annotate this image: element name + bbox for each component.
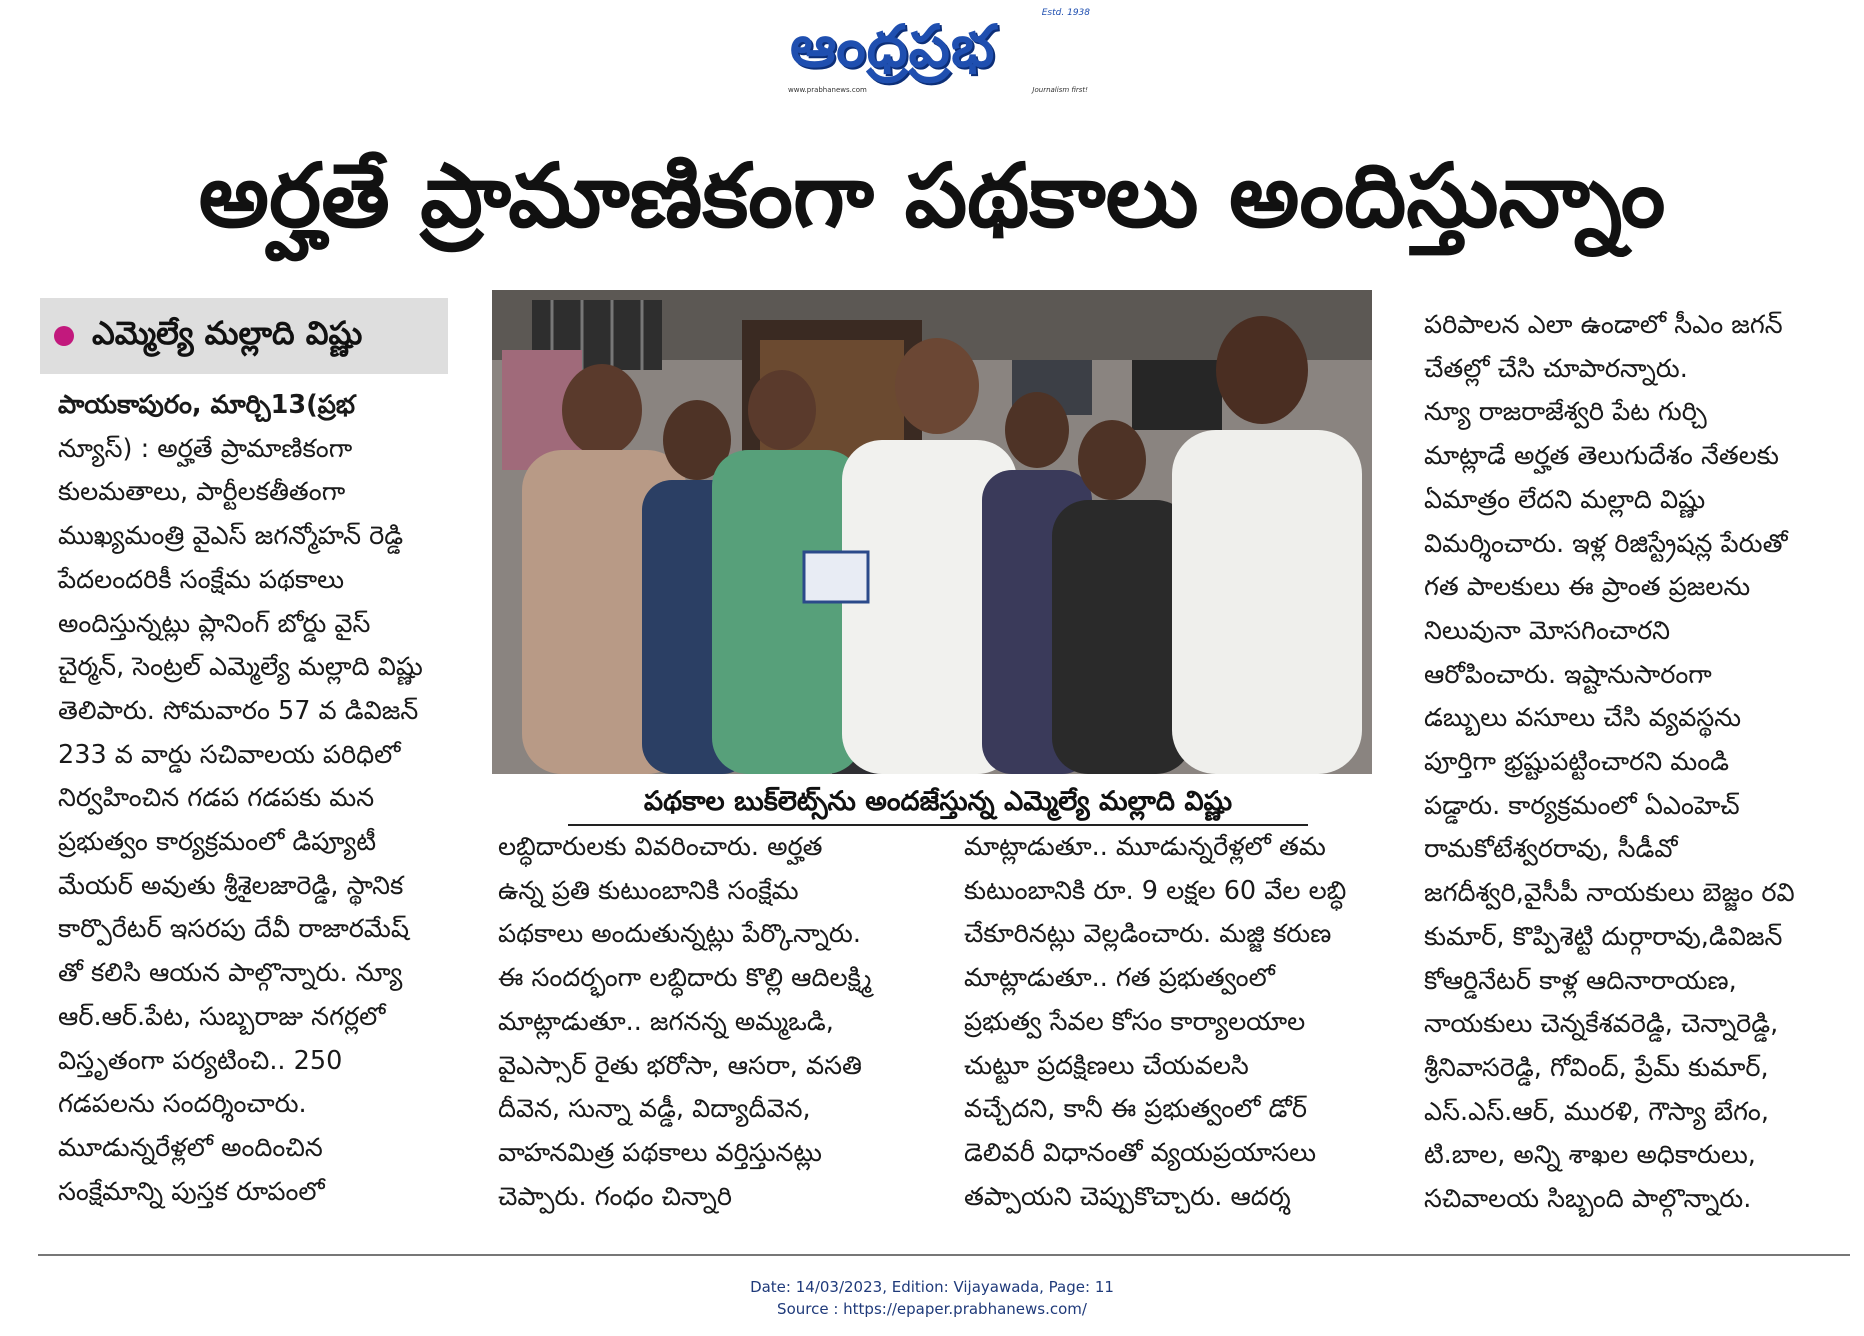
column-line: కుమార్, కొప్పిశెట్టి దుర్గారావు,డివిజన్: [1424, 921, 1783, 952]
logo-url: www.prabhanews.com: [788, 86, 867, 94]
column-line: గడపలను సందర్శించారు.: [58, 1089, 307, 1120]
footer-date-edition: Date: 14/03/2023, Edition: Vijayawada, Page: 11: [750, 1278, 1114, 1296]
logo-tagline: Journalism first!: [1032, 86, 1088, 94]
column-line: లబ్ధిదారులకు వివరించారు. అర్హత: [498, 832, 823, 862]
news-photo: [492, 290, 1372, 774]
column-line: మాట్లాడే అర్హత తెలుగుదేశం నేతలకు: [1424, 441, 1779, 472]
column-line: మాట్లాడుతూ.. జగనన్న అమ్మఒడి,: [498, 1006, 834, 1037]
column-line: గత పాలకులు ఈ ప్రాంత ప్రజలను: [1424, 572, 1751, 603]
column-line: ఈ సందర్భంగా లబ్ధిదారు కొల్లి ఆదిలక్ష్మి: [498, 963, 872, 994]
footer-source-link[interactable]: Source : https://epaper.prabhanews.com/: [777, 1300, 1087, 1318]
column-line: వాహనమిత్ర పథకాలు వర్తిస్తునట్లు: [498, 1137, 822, 1168]
column-line: తో కలిసి ఆయన పాల్గొన్నారు. న్యూ: [58, 958, 403, 989]
column-line: ఆరోపించారు. ఇష్టానుసారంగా: [1424, 659, 1712, 690]
column-line: డెలివరీ విధానంతో వ్యయప్రయాసలు: [964, 1137, 1317, 1168]
column-line: ప్రభుత్వం కార్యక్రమంలో డిప్యూటీ: [58, 827, 377, 858]
column-line: వచ్చేదని, కానీ ఈ ప్రభుత్వంలో డోర్: [964, 1094, 1307, 1125]
column-line: మాట్లాడుతూ.. మూడున్నరేళ్లలో తమ: [964, 832, 1326, 862]
column-line: ఉన్న ప్రతి కుటుంబానికి సంక్షేమ: [498, 875, 799, 906]
column-line: న్యూ రాజరాజేశ్వరి పేట గుర్చి: [1424, 397, 1707, 428]
column-line: ఏమాత్రం లేదని మల్లాది విష్ణు: [1424, 484, 1706, 515]
column-line: పథకాలు అందుతున్నట్లు పేర్కొన్నారు.: [498, 919, 861, 950]
bottom-divider: [38, 1254, 1850, 1256]
column-line: చెప్పారు. గంధం చిన్నారి: [498, 1181, 733, 1212]
column-line: ముఖ్యమంత్రి వైఎస్ జగన్మోహన్ రెడ్డి: [58, 521, 404, 552]
photo-illustration: [492, 290, 1372, 774]
bullet-dot-icon: [54, 326, 74, 346]
column-line: పూర్తిగా భ్రష్టుపట్టించారని మండి: [1424, 747, 1729, 778]
column-line: 233 వ వార్డు సచివాలయ పరిధిలో: [58, 739, 401, 770]
column-line: అందిస్తున్నట్లు ప్లానింగ్ బోర్డు వైస్: [58, 608, 371, 639]
newspaper-logo: ఆంధ్రప్రభ: [790, 12, 996, 80]
masthead-logo: [780, 8, 1090, 94]
column-line: చేతల్లో చేసి చూపారన్నారు.: [1424, 353, 1688, 384]
column-line: కార్పొరేటర్ ఇసరపు దేవీ రాజారమేష్: [58, 914, 410, 945]
column-line: డబ్బులు వసూలు చేసి వ్యవస్థను: [1424, 703, 1742, 734]
byline-text: ఎమ్మెల్యే మల్లాది విష్ణు: [92, 314, 363, 352]
column-line: విస్తృతంగా పర్యటించి.. 250: [58, 1045, 343, 1076]
column-line: పరిపాలన ఎలా ఉండాలో సీఎం జగన్: [1424, 310, 1783, 340]
column-line: న్యూస్) : అర్హతే ప్రామాణికంగా: [58, 433, 353, 464]
column-line: ప్రభుత్వ సేవల కోసం కార్యాలయాల: [964, 1006, 1306, 1037]
column-line: చైర్మన్, సెంట్రల్ ఎమ్మెల్యే మల్లాది విష్ణు: [58, 652, 423, 683]
column-line: రామకోటేశ్వరరావు, సీడీవో: [1424, 834, 1678, 865]
logo-estd: Estd. 1938: [1041, 8, 1090, 18]
column-line: శ్రీనివాసరెడ్డి, గోవింద్, ప్రేమ్ కుమార్,: [1424, 1052, 1769, 1083]
article-column-1: [58, 384, 478, 1214]
column-line: ఎస్.ఎస్.ఆర్, మురళి, గౌస్యా బేగం,: [1424, 1096, 1769, 1127]
column-line: పేదలందరికీ సంక్షేమ పథకాలు: [58, 564, 345, 595]
column-line: ఆర్.ఆర్.పేట, సుబ్బరాజు నగర్లలో: [58, 1001, 386, 1032]
column-line: నిర్వహించిన గడప గడపకు మన: [58, 783, 375, 814]
column-line: జగదీశ్వరి,వైసీపీ నాయకులు బెజ్జం రవి: [1424, 878, 1795, 909]
column-line: నిలువునా మోసగించారని: [1424, 615, 1671, 646]
column-line: తప్పాయని చెప్పుకొచ్చారు. ఆదర్శ: [964, 1181, 1291, 1212]
column-line: చుట్టూ ప్రదక్షిణలు చేయవలసి: [964, 1050, 1249, 1081]
column-line: చేకూరినట్లు వెల్లడించారు. మజ్జి కరుణ: [964, 919, 1332, 950]
column-line: పడ్డారు. కార్యక్రమంలో ఏఎంహెచ్: [1424, 790, 1740, 821]
column-line: కోఆర్డినేటర్ కాళ్ల ఆదినారాయణ,: [1424, 965, 1737, 996]
column-line: నాయకులు చెన్నకేశవరెడ్డి, చెన్నారెడ్డి,: [1424, 1009, 1779, 1040]
column-line: తెలిపారు. సోమవారం 57 వ డివిజన్: [58, 695, 419, 726]
article-column-2: [1424, 304, 1844, 1222]
column-line: మాట్లాడుతూ.. గత ప్రభుత్వంలో: [964, 963, 1275, 994]
article-column-4: [964, 826, 1384, 1219]
column-line: మేయర్ అవుతు శ్రీశైలజారెడ్డి, స్థానిక: [58, 870, 404, 901]
article-headline: అర్హతే ప్రామాణికంగా పథకాలు అందిస్తున్నాం: [198, 144, 1666, 247]
byline-box: [40, 298, 448, 374]
column-line: కుటుంబానికి రూ. 9 లక్షల 60 వేల లబ్ధి: [964, 875, 1347, 906]
column-line: సచివాలయ సిబ్బంది పాల్గొన్నారు.: [1424, 1184, 1752, 1215]
photo-caption: పథకాల బుక్‌లెట్స్‌ను అందజేస్తున్న ఎమ్మెల్యే మల్లాది విష్ణు: [643, 786, 1233, 817]
column-line: సంక్షేమాన్ని పుస్తక రూపంలో: [58, 1176, 325, 1207]
column-line: వైఎస్సార్ రైతు భరోసా, ఆసరా, వసతి: [498, 1050, 862, 1081]
footer: [0, 1276, 1864, 1320]
column-line: దీవెన, సున్నా వడ్డీ, విద్యాదీవెన,: [498, 1094, 811, 1125]
column-line: మూడున్నరేళ్లలో అందించిన: [58, 1132, 323, 1163]
column-line: కులమతాలు, పార్టీలకతీతంగా: [58, 477, 346, 508]
column-line: విమర్శించారు. ఇళ్ల రిజిస్ట్రేషన్ల పేరుతో: [1424, 528, 1788, 559]
column-line: పాయకాపురం, మార్చి13(ప్రభ: [58, 390, 355, 420]
column-line: టి.బాల, అన్ని శాఖల అధికారులు,: [1424, 1140, 1756, 1171]
article-column-3: [498, 826, 938, 1219]
